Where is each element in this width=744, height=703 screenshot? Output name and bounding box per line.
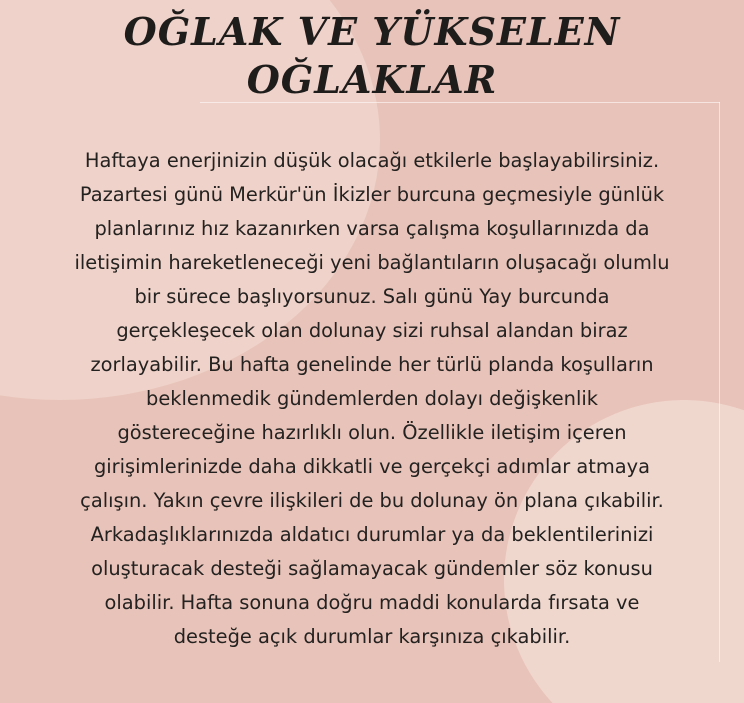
body-line: girişimlerinizde daha dikkatli ve gerçekçi adımlar atmaya: [93, 455, 650, 478]
body-line: bir sürece başlıyorsunuz. Salı günü Yay burcunda: [134, 285, 610, 308]
body-line: çalışın. Yakın çevre ilişkileri de bu dolunay ön plana çıkabilir.: [80, 489, 664, 512]
page-title: [0, 8, 744, 104]
body-line: Haftaya enerjinizin düşük olacağı etkilerle başlayabilirsiniz.: [84, 149, 660, 172]
body-line: olabilir. Hafta sonuna doğru maddi konularda fırsata ve: [104, 591, 640, 614]
body-line: gerçekleşecek olan dolunay sizi ruhsal alandan biraz: [116, 319, 628, 342]
body-line: oluşturacak desteği sağlamayacak gündemler söz konusu: [91, 557, 653, 580]
body-line: desteğe açık durumlar karşınıza çıkabilir.: [173, 625, 571, 648]
title-line-1: OĞLAK VE YÜKSELEN: [123, 9, 621, 54]
body-line: planlarınız hız kazanırken varsa çalışma koşullarınızda da: [94, 217, 650, 240]
body-line: beklenmedik gündemlerden dolayı değişkenlik: [146, 387, 598, 410]
body-line: zorlayabilir. Bu hafta genelinde her türlü planda koşulların: [90, 353, 654, 376]
body-line: Arkadaşlıklarınızda aldatıcı durumlar ya da beklentilerinizi: [90, 523, 654, 546]
decorative-frame-right: [719, 102, 720, 662]
body-line: Pazartesi günü Merkür'ün İkizler burcuna geçmesiyle günlük: [79, 183, 665, 206]
title-line-2: OĞLAKLAR: [246, 57, 498, 102]
body-line: iletişimin hareketleneceği yeni bağlantıların oluşacağı olumlu: [74, 251, 670, 274]
horoscope-body: [28, 144, 716, 654]
body-line: göstereceğine hazırlıklı olun. Özellikle iletişim içeren: [117, 421, 627, 444]
